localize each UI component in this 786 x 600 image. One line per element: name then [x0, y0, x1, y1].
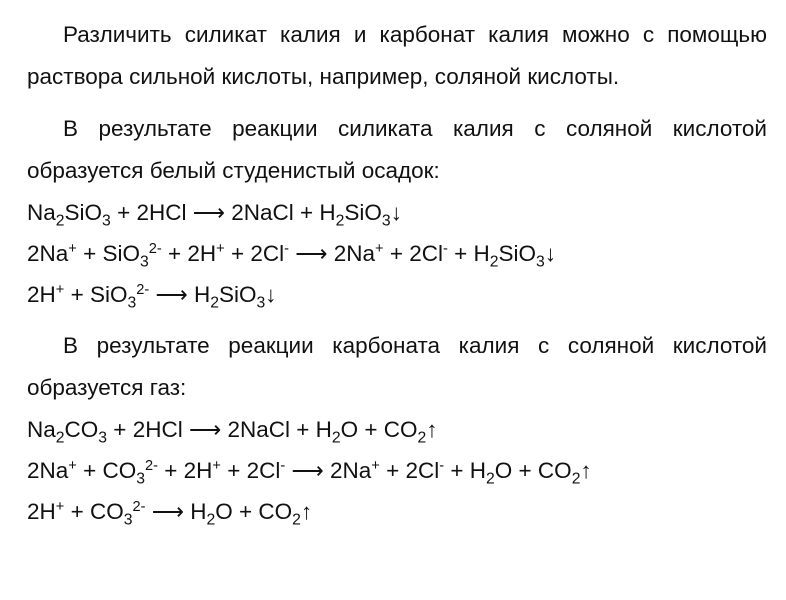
formula-text: ⟶ 2Na [285, 458, 372, 483]
formula-text: ⟶ H [145, 499, 207, 524]
formula-text: 2Na [27, 458, 69, 483]
superscript: + [55, 498, 65, 515]
formula-text: SiO [219, 282, 257, 307]
subscript: 3 [139, 253, 149, 271]
superscript: - [284, 240, 289, 257]
subscript: 3 [102, 212, 111, 230]
equation-short-ionic-silicate [27, 274, 767, 315]
formula-text: 2Na [27, 241, 69, 266]
equation-molecular-silicate [27, 192, 767, 233]
formula-text: + SiO [64, 282, 128, 307]
intro-paragraph: Различить силикат калия и карбонат калия можно с помощью раствора сильной кислоты, например, соляной кислоты. [27, 22, 767, 89]
superscript: 2- [148, 240, 162, 257]
formula-text: ⟶ H [149, 282, 211, 307]
equation-full-ionic-carbonate [27, 450, 767, 491]
superscript: 2- [145, 457, 158, 474]
formula-text: + H [447, 241, 490, 266]
subscript: 3 [381, 212, 391, 230]
subscript: 2 [206, 511, 216, 529]
formula-text: + SiO [76, 241, 140, 266]
subscript: 2 [210, 294, 220, 312]
carbonate-equations [27, 409, 767, 532]
superscript: + [216, 240, 225, 257]
subscript: 3 [127, 294, 137, 312]
subscript: 3 [536, 253, 545, 271]
subscript: 2 [292, 511, 301, 529]
superscript: 2- [136, 281, 150, 298]
formula-text: 2H [27, 282, 56, 307]
formula-text: + 2H [161, 241, 217, 266]
subscript: 3 [256, 294, 266, 312]
formula-text: Na [27, 417, 56, 442]
formula-text: + 2Cl [379, 458, 440, 483]
formula-text: ↑ [580, 458, 592, 483]
silicate-paragraph: В результате реакции силиката калия с соляной кислотой образуется белый студенистый осадок: [27, 116, 767, 183]
subscript: 2 [571, 470, 581, 488]
subscript: 2 [335, 212, 345, 230]
subscript: 2 [55, 212, 65, 230]
formula-text: SiO [344, 200, 382, 225]
formula-text: + 2HCl ⟶ 2NaCl + H [107, 417, 332, 442]
formula-text: + 2Cl [383, 241, 443, 266]
equation-full-ionic-silicate [27, 233, 767, 274]
formula-text: ↑ [426, 417, 438, 442]
formula-text: + CO [76, 458, 137, 483]
formula-text: + 2H [158, 458, 213, 483]
subscript: 2 [417, 429, 427, 447]
formula-text: O + CO [340, 417, 418, 442]
formula-text: ↓ [390, 200, 402, 225]
subscript: 3 [136, 470, 145, 488]
subscript: 2 [489, 253, 499, 271]
formula-text: O + CO [215, 499, 293, 524]
formula-text: O + CO [494, 458, 572, 483]
formula-text: + 2Cl [224, 241, 285, 266]
superscript: + [68, 240, 77, 257]
formula-text: SiO [498, 241, 537, 266]
formula-text: + H [444, 458, 487, 483]
formula-text: + 2Cl [220, 458, 281, 483]
superscript: + [375, 240, 384, 257]
superscript: - [439, 457, 445, 474]
formula-text: SiO [64, 200, 103, 225]
carbonate-paragraph: В результате реакции карбоната калия с соляной кислотой образуется газ: [27, 333, 767, 400]
subscript: 2 [331, 429, 341, 447]
formula-text: + 2HCl ⟶ 2NaCl + H [110, 200, 336, 225]
formula-text: Na [27, 200, 56, 225]
superscript: - [280, 457, 286, 474]
superscript: + [212, 457, 221, 474]
formula-text: ↓ [544, 241, 557, 266]
formula-text: ↓ [265, 282, 277, 307]
formula-text: ↑ [300, 499, 313, 524]
subscript: 2 [55, 429, 65, 447]
superscript: + [68, 457, 77, 474]
subscript: 3 [98, 429, 108, 447]
equation-molecular-carbonate [27, 409, 767, 450]
superscript: + [55, 281, 65, 298]
subscript: 3 [123, 511, 133, 529]
subscript: 2 [486, 470, 495, 488]
superscript: - [442, 240, 448, 257]
formula-text: ⟶ 2Na [288, 241, 376, 266]
equation-short-ionic-carbonate [27, 491, 767, 532]
superscript: 2- [132, 498, 146, 515]
superscript: + [371, 457, 380, 474]
formula-text: CO [64, 417, 99, 442]
silicate-equations [27, 192, 767, 315]
formula-text: 2H [27, 499, 56, 524]
formula-text: + CO [64, 499, 124, 524]
